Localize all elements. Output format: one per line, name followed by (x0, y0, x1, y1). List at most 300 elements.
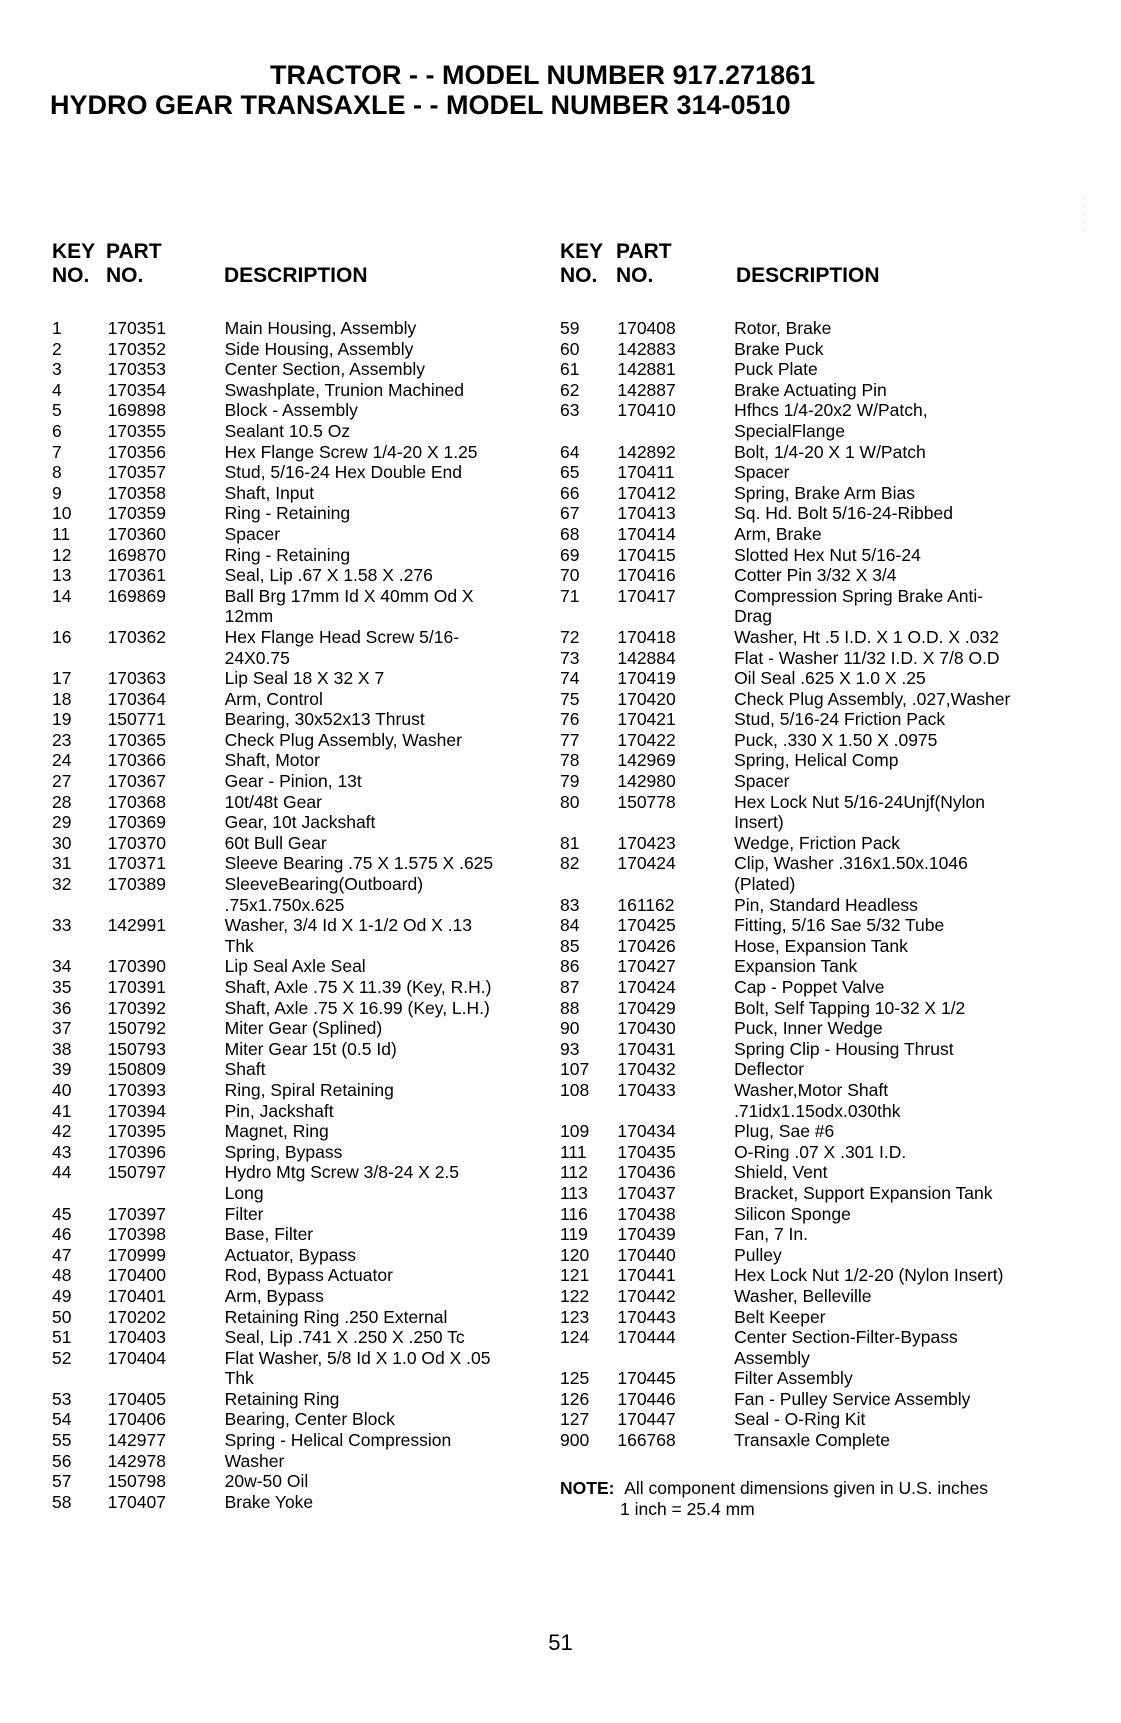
key-no: 48 (52, 1265, 72, 1286)
table-row (52, 565, 552, 586)
table-row (52, 1162, 552, 1203)
description: Bearing, Center Block (224, 1409, 395, 1430)
description: Deflector (734, 1059, 805, 1080)
table-row (52, 1059, 552, 1080)
part-no: 170422 (617, 729, 676, 750)
description: Check Plug Assembly, .027,Washer (734, 688, 1011, 709)
header-description: DESCRIPTION (736, 264, 880, 287)
key-no: 46 (52, 1224, 72, 1245)
part-no: 170406 (107, 1409, 166, 1430)
table-row (560, 1142, 1100, 1163)
description: SleeveBearing(Outboard) .75x1.750x.625 (224, 874, 424, 915)
key-no: 86 (560, 956, 580, 977)
key-no: 28 (52, 791, 72, 812)
key-no: 29 (52, 812, 72, 833)
table-row (560, 1018, 1100, 1039)
part-no: 170410 (617, 400, 676, 421)
part-no: 170446 (617, 1388, 676, 1409)
table-row (52, 1286, 552, 1307)
key-no: 14 (52, 585, 72, 606)
part-no: 170365 (107, 729, 166, 750)
part-no: 170424 (617, 853, 676, 874)
key-no: 39 (52, 1059, 72, 1080)
part-no: 170423 (617, 832, 676, 853)
table-row (52, 998, 552, 1019)
part-no: 170370 (107, 832, 166, 853)
part-no: 170368 (107, 791, 166, 812)
table-row (52, 627, 552, 668)
description: Silicon Sponge (734, 1203, 851, 1224)
key-no: 4 (52, 379, 62, 400)
table-body (560, 318, 1100, 1451)
key-no: 119 (560, 1224, 588, 1245)
description: Gear, 10t Jackshaft (224, 812, 376, 833)
key-no: 35 (52, 977, 72, 997)
table-row (560, 689, 1100, 710)
table-row (560, 895, 1100, 916)
table-row (52, 709, 552, 730)
key-no: 124 (560, 1327, 590, 1348)
description: Check Plug Assembly, Washer (224, 729, 462, 750)
header-part-top: PART (616, 240, 672, 263)
description: Shield, Vent (734, 1162, 828, 1183)
table-header (52, 240, 552, 304)
part-no: 142884 (617, 647, 676, 668)
table-row (560, 1204, 1100, 1225)
part-no: 170390 (107, 956, 166, 977)
key-no: 76 (560, 709, 580, 730)
key-no: 111 (560, 1141, 587, 1162)
key-no: 30 (52, 832, 72, 853)
table-row (560, 1121, 1100, 1142)
part-no: 170442 (617, 1285, 676, 1306)
description: Spacer (224, 523, 281, 544)
description: Swashplate, Trunion Machined (224, 379, 464, 400)
table-body (52, 318, 552, 1512)
description: Oil Seal .625 X 1.0 X .25 (734, 668, 926, 689)
part-no: 170436 (617, 1162, 676, 1183)
table-row (560, 792, 1100, 833)
table-row (52, 1204, 552, 1225)
table-row (560, 1327, 1100, 1368)
table-row (560, 1080, 1100, 1121)
part-no: 170396 (107, 1141, 166, 1162)
description: Ring, Spiral Retaining (224, 1079, 394, 1100)
table-row (560, 750, 1100, 771)
key-no: 112 (560, 1162, 588, 1183)
description: Block - Assembly (224, 400, 358, 421)
key-no: 34 (52, 956, 72, 977)
description: Shaft, Input (224, 482, 315, 503)
scan-artifact-dots: · · · · · (1081, 194, 1085, 237)
description: Washer, 3/4 Id X 1-1/2 Od X .13 Thk (224, 915, 473, 956)
key-no: 109 (560, 1121, 590, 1142)
description: Stud, 5/16-24 Hex Double End (224, 462, 463, 483)
table-row (560, 339, 1100, 360)
part-no: 170429 (617, 997, 676, 1018)
description: Hydro Mtg Screw 3/8-24 X 2.5 Long (224, 1162, 460, 1203)
description: Spring Clip - Housing Thrust (734, 1038, 954, 1059)
part-no: 170419 (617, 668, 676, 689)
header-key-bottom: NO. (52, 264, 90, 287)
description: Bolt, Self Tapping 10-32 X 1/2 (734, 997, 966, 1018)
key-no: 23 (52, 729, 72, 750)
part-no: 170371 (107, 853, 166, 874)
header-key-top: KEY (52, 240, 96, 263)
description: Sq. Hd. Bolt 5/16-24-Ribbed (734, 503, 953, 524)
part-no: 170424 (617, 977, 676, 997)
key-no: 41 (52, 1100, 72, 1121)
table-row (52, 483, 552, 504)
part-no: 142881 (617, 359, 676, 380)
description: Rod, Bypass Actuator (224, 1265, 393, 1286)
key-no: 54 (52, 1409, 72, 1430)
table-row (52, 545, 552, 566)
description: Washer (224, 1450, 285, 1471)
part-no: 170352 (107, 338, 166, 359)
description: Puck, Inner Wedge (734, 1018, 883, 1039)
header-part-bottom: NO. (616, 264, 654, 287)
description: Ball Brg 17mm Id X 40mm Od X 12mm (224, 585, 474, 627)
part-no: 170354 (107, 379, 166, 400)
table-row (560, 956, 1100, 977)
table-row (52, 1492, 552, 1513)
part-no: 170351 (107, 318, 166, 338)
key-no: 32 (52, 874, 72, 895)
description: Arm, Bypass (224, 1285, 324, 1306)
description: Stud, 5/16-24 Friction Pack (734, 709, 946, 730)
part-no: 170427 (617, 956, 676, 977)
description: Compression Spring Brake Anti- Drag (734, 585, 984, 627)
description: Side Housing, Assembly (224, 338, 414, 359)
description: Fan, 7 In. (734, 1224, 808, 1245)
part-no: 170400 (107, 1265, 166, 1286)
description: Base, Filter (224, 1224, 314, 1245)
description: Washer,Motor Shaft .71idx1.15odx.030thk (734, 1079, 901, 1121)
description: Lip Seal Axle Seal (224, 956, 366, 977)
header-part-bottom: NO. (106, 264, 144, 287)
key-no: 37 (52, 1018, 72, 1039)
table-row (560, 524, 1100, 545)
key-no: 44 (52, 1162, 72, 1183)
table-row (52, 1348, 552, 1389)
table-row (52, 750, 552, 771)
table-row (52, 668, 552, 689)
part-no: 170359 (107, 503, 166, 524)
table-row (560, 1286, 1100, 1307)
table-row (52, 1389, 552, 1410)
part-no: 170417 (617, 585, 676, 606)
table-row (52, 1409, 552, 1430)
table-row (52, 812, 552, 833)
note-label: NOTE: (560, 1478, 615, 1498)
note-line-2: 1 inch = 25.4 mm (620, 1498, 755, 1519)
key-no: 9 (52, 482, 62, 503)
part-no: 170364 (107, 688, 166, 709)
description: Cap - Poppet Valve (734, 977, 885, 997)
part-no: 170363 (107, 668, 166, 689)
part-no: 170367 (107, 771, 166, 792)
table-header (560, 240, 1100, 304)
part-no: 170433 (617, 1079, 676, 1100)
part-no: 170398 (107, 1224, 166, 1245)
part-no: 150798 (107, 1471, 166, 1492)
part-no: 170447 (617, 1409, 676, 1430)
part-no: 169898 (107, 400, 166, 421)
table-row (560, 936, 1100, 957)
key-no: 60 (560, 338, 580, 359)
part-no: 170431 (617, 1038, 676, 1059)
table-row (560, 442, 1100, 463)
description: Filter (224, 1203, 264, 1224)
key-no: 33 (52, 915, 72, 936)
key-no: 121 (560, 1265, 590, 1286)
key-no: 120 (560, 1244, 590, 1265)
key-no: 6 (52, 420, 62, 441)
table-row (560, 462, 1100, 483)
key-no: 57 (52, 1471, 72, 1492)
table-row (560, 1265, 1100, 1286)
table-row (52, 339, 552, 360)
key-no: 3 (52, 359, 62, 380)
key-no: 90 (560, 1018, 580, 1039)
description: Spring, Brake Arm Bias (734, 482, 915, 503)
part-no: 170444 (617, 1327, 676, 1348)
key-no: 87 (560, 977, 580, 997)
description: 20w-50 Oil (224, 1471, 309, 1492)
description: Hfhcs 1/4-20x2 W/Patch, SpecialFlange (734, 400, 928, 441)
description: Ring - Retaining (224, 544, 351, 565)
key-no: 80 (560, 791, 580, 812)
header-key-top: KEY (560, 240, 604, 263)
part-no: 170432 (617, 1059, 676, 1080)
description: Pin, Standard Headless (734, 894, 918, 915)
table-row (560, 998, 1100, 1019)
key-no: 2 (52, 338, 62, 359)
key-no: 63 (560, 400, 580, 421)
table-row (560, 771, 1100, 792)
header-description: DESCRIPTION (224, 264, 368, 287)
table-row (52, 586, 552, 627)
key-no: 53 (52, 1388, 72, 1409)
description: Spacer (734, 771, 790, 792)
description: Wedge, Friction Pack (734, 832, 901, 853)
part-no: 150771 (107, 709, 166, 730)
key-no: 123 (560, 1306, 590, 1327)
part-no: 170441 (617, 1265, 676, 1286)
part-no: 170420 (617, 688, 676, 709)
description: Brake Yoke (224, 1491, 314, 1512)
table-row (52, 1307, 552, 1328)
description: Filter Assembly (734, 1368, 853, 1389)
part-no: 170355 (107, 420, 166, 441)
table-row (52, 1327, 552, 1348)
page-subtitle: HYDRO GEAR TRANSAXLE - - MODEL NUMBER 314-0510 (50, 90, 791, 120)
description: Pulley (734, 1244, 782, 1265)
part-no: 170413 (617, 503, 676, 524)
table-row (560, 915, 1100, 936)
key-no: 24 (52, 750, 72, 771)
description: Actuator, Bypass (224, 1244, 356, 1265)
part-no: 170416 (617, 565, 676, 586)
part-no: 170405 (107, 1388, 166, 1409)
table-row (560, 627, 1100, 648)
key-no: 61 (560, 359, 580, 380)
key-no: 77 (560, 729, 580, 750)
key-no: 12 (52, 544, 72, 565)
table-row (560, 1183, 1100, 1204)
key-no: 51 (52, 1327, 72, 1348)
table-row (560, 318, 1100, 339)
table-row (52, 503, 552, 524)
part-no: 170407 (107, 1491, 166, 1512)
table-row (52, 462, 552, 483)
part-no: 170408 (617, 318, 676, 338)
part-no: 170361 (107, 565, 166, 586)
description: Cotter Pin 3/32 X 3/4 (734, 565, 897, 586)
header-key-bottom: NO. (560, 264, 598, 287)
part-no: 150778 (617, 791, 676, 812)
table-row (560, 380, 1100, 401)
part-no: 170412 (617, 482, 676, 503)
description: Brake Actuating Pin (734, 379, 887, 400)
description: Flat - Washer 11/32 I.D. X 7/8 O.D (734, 647, 1000, 668)
description: Sleeve Bearing .75 X 1.575 X .625 (224, 853, 494, 874)
key-no: 55 (52, 1430, 72, 1451)
part-no: 170403 (107, 1327, 166, 1348)
part-no: 170357 (107, 462, 166, 483)
table-row (560, 668, 1100, 689)
table-row (560, 1389, 1100, 1410)
table-row (52, 1430, 552, 1451)
table-row (52, 1471, 552, 1492)
part-no: 170445 (617, 1368, 676, 1389)
description: Bracket, Support Expansion Tank (734, 1182, 993, 1203)
note-line-1: All component dimensions given in U.S. inches (624, 1478, 988, 1498)
part-no: 142969 (617, 750, 676, 771)
part-no: 142991 (107, 915, 166, 936)
part-no: 170440 (617, 1244, 676, 1265)
part-no: 170356 (107, 441, 166, 462)
key-no: 83 (560, 894, 580, 915)
key-no: 42 (52, 1121, 72, 1142)
part-no: 170414 (617, 523, 676, 544)
key-no: 27 (52, 771, 72, 792)
key-no: 17 (52, 668, 72, 689)
key-no: 126 (560, 1388, 590, 1409)
part-no: 170425 (617, 915, 676, 936)
key-no: 116 (560, 1203, 588, 1224)
description: Lip Seal 18 X 32 X 7 (224, 668, 385, 689)
table-row (52, 771, 552, 792)
table-row (52, 359, 552, 380)
key-no: 79 (560, 771, 580, 792)
table-row (560, 1224, 1100, 1245)
table-row (52, 792, 552, 813)
description: Plug, Sae #6 (734, 1121, 835, 1142)
description: Shaft (224, 1059, 266, 1080)
table-row (52, 1080, 552, 1101)
table-row (52, 1121, 552, 1142)
table-row (52, 1451, 552, 1472)
table-row (560, 1162, 1100, 1183)
key-no: 125 (560, 1368, 590, 1389)
description: O-Ring .07 X .301 I.D. (734, 1141, 907, 1162)
description: Washer, Ht .5 I.D. X 1 O.D. X .032 (734, 626, 999, 647)
key-no: 107 (560, 1059, 590, 1080)
part-no: 170397 (107, 1203, 166, 1224)
part-no: 170411 (617, 462, 675, 483)
description: 10t/48t Gear (224, 791, 322, 812)
description: Hex Flange Screw 1/4-20 X 1.25 (224, 441, 478, 462)
table-row (52, 956, 552, 977)
key-no: 8 (52, 462, 62, 483)
table-row (560, 545, 1100, 566)
header-part-top: PART (106, 240, 162, 263)
table-row (52, 524, 552, 545)
part-no: 142892 (617, 441, 676, 462)
description: Brake Puck (734, 338, 824, 359)
part-no: 150792 (107, 1018, 166, 1039)
key-no: 85 (560, 935, 580, 956)
key-no: 69 (560, 544, 580, 565)
part-no: 170394 (107, 1100, 166, 1121)
description: Spring, Helical Comp (734, 750, 899, 771)
part-no: 170437 (617, 1182, 676, 1203)
key-no: 52 (52, 1347, 72, 1368)
description: Slotted Hex Nut 5/16-24 (734, 544, 921, 565)
key-no: 36 (52, 997, 72, 1018)
description: Hose, Expansion Tank (734, 935, 908, 956)
part-no: 169870 (107, 544, 166, 565)
table-row (560, 1059, 1100, 1080)
table-row (52, 1142, 552, 1163)
table-row (52, 1224, 552, 1245)
part-no: 142883 (617, 338, 676, 359)
part-no: 170392 (107, 997, 166, 1018)
table-row (560, 853, 1100, 894)
key-no: 62 (560, 379, 580, 400)
description: Flat Washer, 5/8 Id X 1.0 Od X .05 Thk (224, 1347, 491, 1389)
table-row (560, 503, 1100, 524)
part-no: 150809 (107, 1059, 166, 1080)
key-no: 31 (52, 853, 72, 874)
part-no: 170391 (107, 977, 166, 997)
key-no: 127 (560, 1409, 590, 1430)
part-no: 150793 (107, 1038, 166, 1059)
description: Main Housing, Assembly (224, 318, 417, 338)
description: Center Section-Filter-Bypass Assembly (734, 1327, 958, 1368)
part-no: 170999 (107, 1244, 166, 1265)
key-no: 1 (52, 318, 62, 338)
part-no: 170438 (617, 1203, 676, 1224)
part-no: 170401 (107, 1285, 166, 1306)
page-number: 51 (548, 1630, 573, 1655)
part-no: 170202 (107, 1306, 166, 1327)
part-no: 170366 (107, 750, 166, 771)
description: Retaining Ring .250 External (224, 1306, 448, 1327)
description: Hex Flange Head Screw 5/16- 24X0.75 (224, 626, 460, 668)
description: Expansion Tank (734, 956, 858, 977)
key-no: 11 (52, 523, 71, 544)
key-no: 108 (560, 1079, 590, 1100)
description: Washer, Belleville (734, 1285, 872, 1306)
part-no: 170362 (107, 626, 166, 647)
key-no: 67 (560, 503, 580, 524)
key-no: 71 (560, 585, 580, 606)
description: 60t Bull Gear (224, 832, 327, 853)
key-no: 93 (560, 1038, 580, 1059)
